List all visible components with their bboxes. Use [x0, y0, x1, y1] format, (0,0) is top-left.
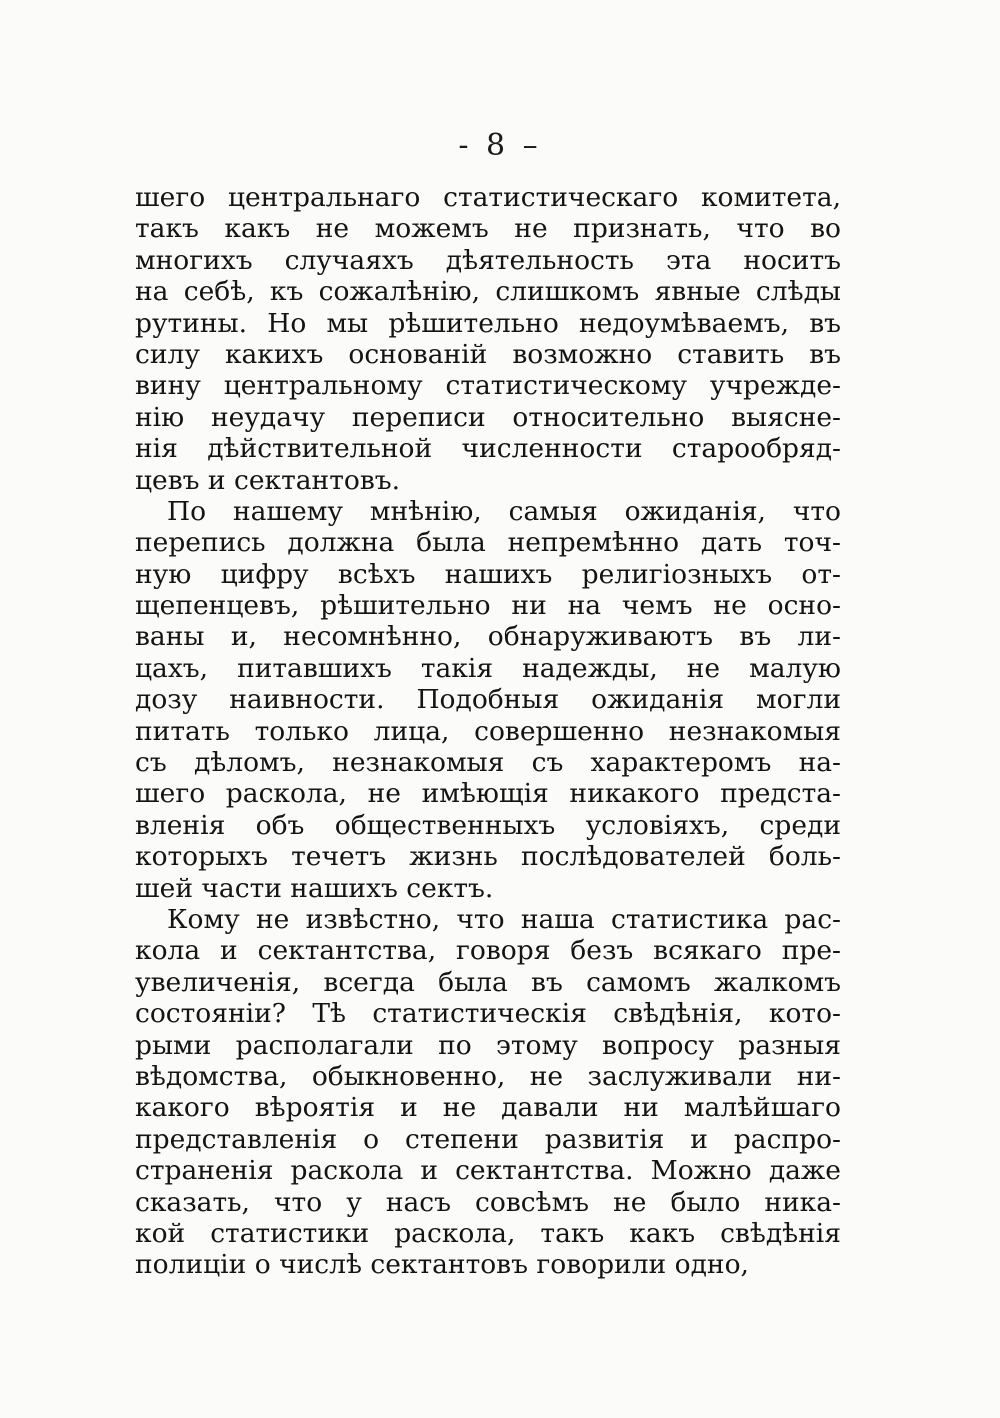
- text-line: кола и сектантства, говоря безъ всякаго пре-: [135, 935, 841, 967]
- text-line: перепись должна была непремѣнно дать точ-: [135, 527, 841, 559]
- text-line: шего центральнаго статистическаго комитета,: [135, 182, 841, 213]
- text-line: ваны и, несомнѣнно, обнаруживаютъ въ ли-: [135, 621, 841, 653]
- text-line: рыми располагали по этому вопросу разныя: [135, 1029, 841, 1061]
- text-line: цевъ и сектантовъ.: [135, 464, 401, 496]
- text-line: вленія объ общественныхъ условіяхъ, среди: [135, 809, 841, 841]
- text-line: сказать, что у насъ совсѣмъ не было ника-: [135, 1186, 841, 1218]
- paragraph: [135, 496, 841, 904]
- text-line: вѣдомства, обыкновенно, не заслуживали ни-: [135, 1060, 841, 1092]
- text-line: многихъ случаяхъ дѣятельность эта носитъ: [135, 244, 841, 276]
- text-line: которыхъ течетъ жизнь послѣдователей боль-: [135, 841, 841, 873]
- text-line: страненія раскола и сектантства. Можно даже: [135, 1155, 841, 1187]
- text-line: ную цифру всѣхъ нашихъ религіозныхъ от-: [135, 558, 841, 590]
- text-line: на себѣ, къ сожалѣнію, слишкомъ явные слѣды: [135, 276, 841, 308]
- text-line: нію неудачу переписи относительно выясне-: [135, 401, 841, 433]
- text-line: представленія о степени развитія и распро-: [135, 1123, 841, 1155]
- text-line: По нашему мнѣнію, самыя ожиданія, что: [167, 495, 841, 527]
- text-line: рутины. Но мы рѣшительно недоумѣваемъ, въ: [135, 307, 841, 339]
- text-line: шего раскола, не имѣющія никакого предста-: [135, 778, 841, 810]
- text-line: съ дѣломъ, незнакомыя съ характеромъ на-: [135, 747, 841, 779]
- text-line: состояніи? Тѣ статистическія свѣдѣнія, кото-: [135, 998, 841, 1030]
- text-line: Кому не извѣстно, что наша статистика рас-: [167, 903, 841, 935]
- paragraph: [135, 182, 841, 496]
- text-line: дозу наивности. Подобныя ожиданія могли: [135, 684, 841, 716]
- body-text: [135, 182, 841, 1281]
- text-line: питать только лица, совершенно незнакомыя: [135, 715, 841, 747]
- text-line: увеличенія, всегда была въ самомъ жалкомъ: [135, 966, 841, 998]
- text-line: вину центральному статистическому учрежде-: [135, 370, 841, 402]
- text-line: цахъ, питавшихъ такія надежды, не малую: [135, 652, 841, 684]
- text-line: кой статистики раскола, такъ какъ свѣдѣнія: [135, 1217, 841, 1249]
- page-number: - 8 –: [458, 128, 542, 163]
- text-line: полиціи о числѣ сектантовъ говорили одно,: [135, 1249, 749, 1281]
- text-line: такъ какъ не можемъ не признать, что во: [135, 213, 841, 245]
- text-line: нія дѣйствительной численности старообряд-: [135, 433, 841, 465]
- text-line: силу какихъ основаній возможно ставить въ: [135, 338, 841, 370]
- paragraph: [135, 904, 841, 1281]
- text-line: шей части нашихъ сектъ.: [135, 872, 494, 904]
- text-line: щепенцевъ, рѣшительно ни на чемъ не осно-: [135, 590, 841, 622]
- text-line: какого вѣроятія и не давали ни малѣйшаго: [135, 1092, 841, 1124]
